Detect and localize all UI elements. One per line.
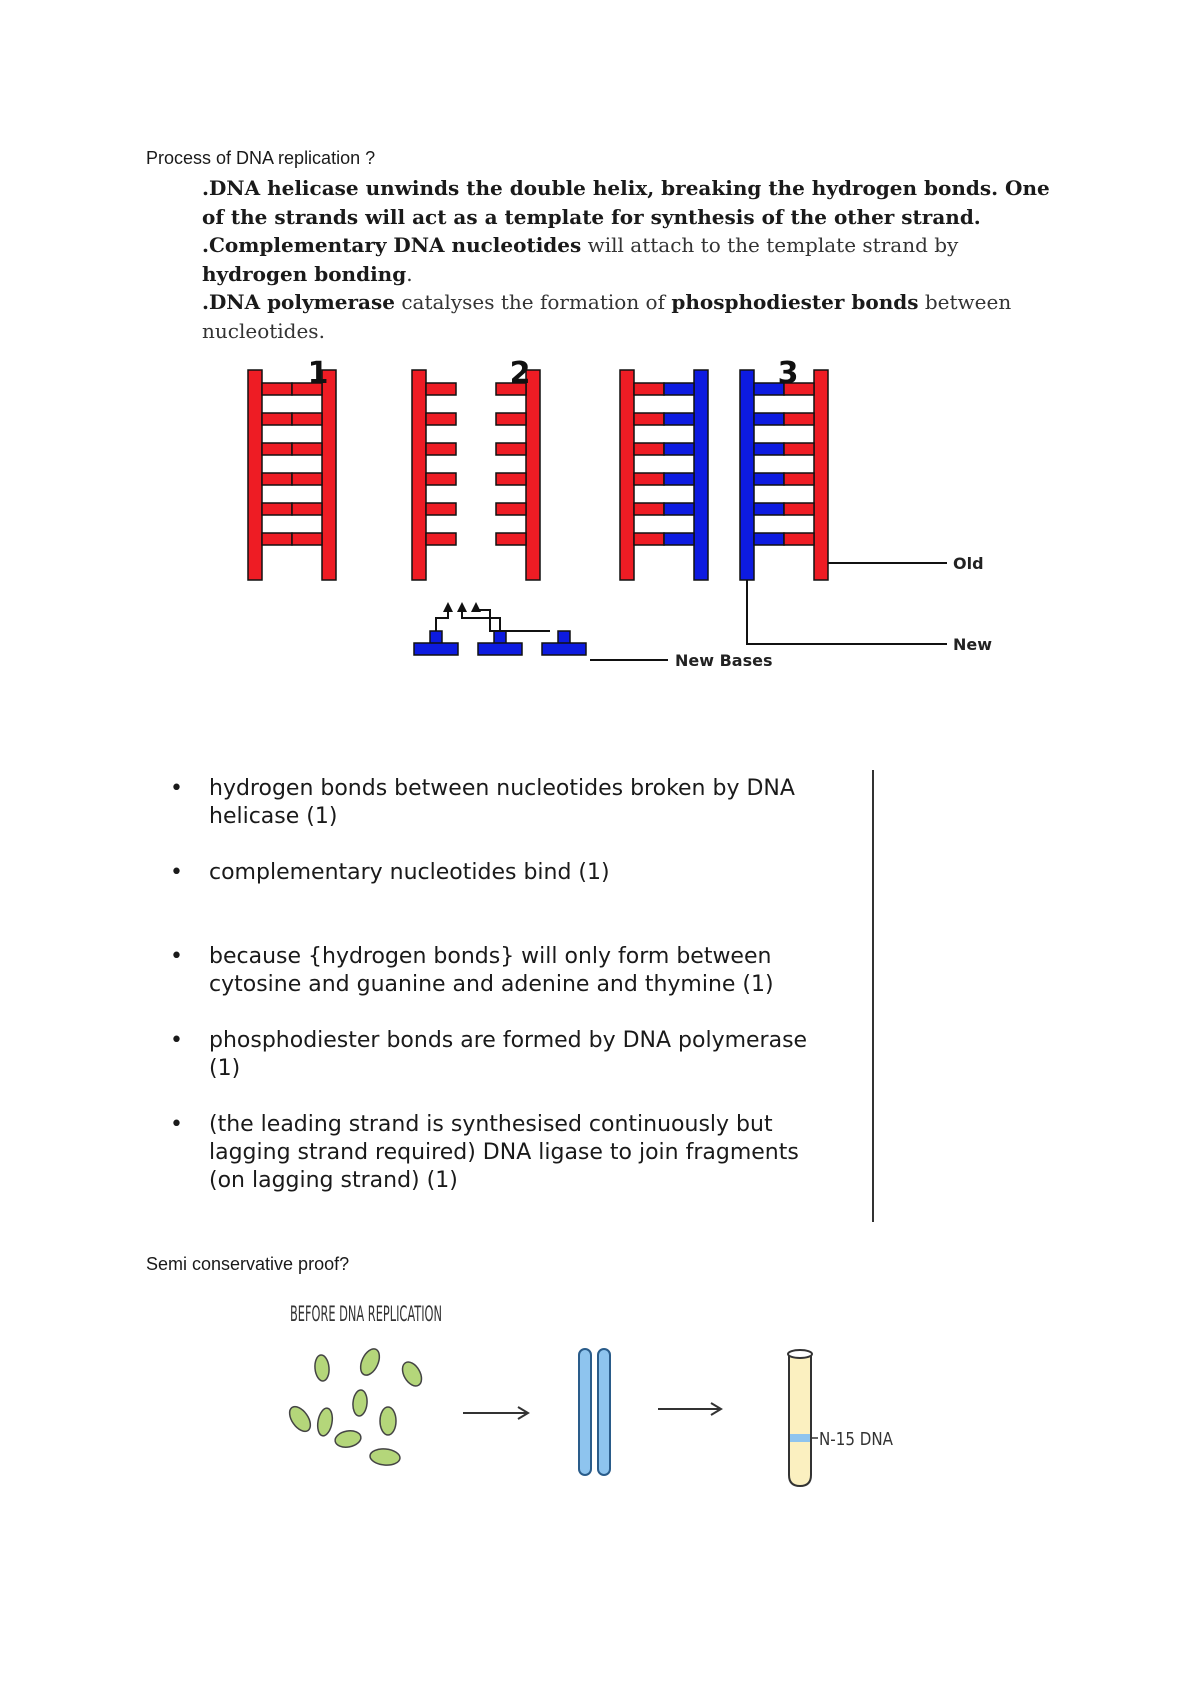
arrow-line — [462, 610, 500, 631]
new-base — [414, 643, 458, 655]
arrow-line — [476, 610, 550, 631]
arrow-icon — [463, 1407, 528, 1419]
base-rung — [634, 413, 664, 425]
bullet: • — [170, 860, 183, 885]
vertical-divider — [872, 770, 874, 1222]
note-paragraph-1 — [202, 174, 1062, 231]
arrow-head — [443, 602, 453, 612]
old-strand — [526, 370, 540, 580]
base-rung — [426, 443, 456, 455]
base-rung — [262, 443, 292, 455]
base-rung — [664, 503, 694, 515]
new-base — [542, 643, 586, 655]
bacterium-icon — [285, 1403, 314, 1435]
dna-double-strand — [579, 1349, 610, 1475]
base-rung — [426, 533, 456, 545]
tube-label: N-15 DNA — [819, 1429, 894, 1450]
base-rung — [664, 413, 694, 425]
leader-line-new — [747, 580, 947, 644]
base-rung — [754, 413, 784, 425]
bullet: • — [170, 776, 183, 801]
note-text: catalyses the formation of — [394, 290, 672, 314]
note-text: . — [406, 261, 413, 286]
mark-point-text: (the leading strand is synthesised continuously but lagging strand required) DNA ligase to join fragments (on lagging strand) (1) — [209, 1112, 799, 1193]
base-rung — [262, 533, 292, 545]
note-paragraph-2 — [202, 231, 1062, 288]
arrow-line — [436, 610, 448, 631]
base-rung — [634, 533, 664, 545]
bacterium-icon — [352, 1389, 368, 1416]
mark-point-text: phosphodiester bonds are formed by DNA polymerase (1) — [209, 1028, 808, 1081]
note-bold-text: .Complementary DNA nucleotides — [202, 233, 582, 257]
base-rung — [664, 533, 694, 545]
base-rung — [784, 443, 814, 455]
bacterium-icon — [380, 1407, 396, 1435]
arrow-head — [471, 602, 481, 612]
question-heading-2: Semi conservative proof? — [146, 1254, 350, 1274]
step-label-1: 1 — [307, 356, 329, 391]
base-rung — [754, 473, 784, 485]
base-rung — [292, 413, 322, 425]
base-rung — [784, 503, 814, 515]
question-heading-1: Process of DNA replication ? — [146, 148, 376, 168]
old-strand — [412, 370, 426, 580]
old-strand — [322, 370, 336, 580]
bacterium-icon — [334, 1429, 362, 1449]
label-new: New — [953, 635, 993, 654]
note-bold-text: hydrogen bonding — [202, 261, 407, 286]
replication-notes — [202, 174, 1062, 345]
base-rung — [426, 413, 456, 425]
bullet: • — [170, 1028, 183, 1053]
bacterium-icon — [314, 1354, 330, 1381]
step-label-2: 2 — [509, 356, 531, 391]
test-tube-icon — [788, 1350, 818, 1486]
base-rung — [426, 473, 456, 485]
new-strand — [694, 370, 708, 580]
bullet: • — [170, 1112, 183, 1137]
old-strand — [620, 370, 634, 580]
base-rung — [496, 533, 526, 545]
note-bold-text: .DNA polymerase — [202, 290, 395, 314]
base-rung — [754, 533, 784, 545]
base-rung — [664, 383, 694, 395]
bacterium-icon — [357, 1346, 383, 1378]
bacterium-icon — [369, 1448, 400, 1467]
base-rung — [754, 443, 784, 455]
base-rung — [292, 503, 322, 515]
base-rung — [292, 533, 322, 545]
old-strand — [814, 370, 828, 580]
note-bold-text: phosphodiester bonds — [671, 290, 919, 314]
arrow-icon — [658, 1403, 721, 1415]
base-rung — [496, 473, 526, 485]
base-rung — [664, 473, 694, 485]
semi-conservative-illustration — [270, 1290, 920, 1500]
old-strand — [248, 370, 262, 580]
base-rung — [426, 503, 456, 515]
base-rung — [496, 503, 526, 515]
note-text: will attach to the template strand by — [581, 233, 959, 257]
label-old: Old — [953, 554, 984, 573]
illustration-title: BEFORE DNA REPLICATION — [290, 1302, 442, 1326]
label-new-bases: New Bases — [675, 651, 773, 670]
base-rung — [754, 503, 784, 515]
base-rung — [292, 473, 322, 485]
base-rung — [784, 473, 814, 485]
bacterium-icon — [399, 1359, 426, 1390]
bacteria-cluster — [285, 1346, 425, 1466]
bullet: • — [170, 944, 183, 969]
note-text: between nucleotides. — [202, 290, 1012, 343]
new-strand — [740, 370, 754, 580]
note-bold-text: .DNA helicase unwinds the double helix, breaking the hydrogen bonds. One of the strands will act as a template for synthesis of the other strand. — [202, 176, 1050, 229]
note-paragraph-3 — [202, 288, 1062, 345]
mark-point-text: hydrogen bonds between nucleotides broken by DNA helicase (1) — [209, 776, 795, 829]
base-rung — [262, 383, 292, 395]
step-label-3: 3 — [777, 356, 799, 391]
base-rung — [262, 413, 292, 425]
base-rung — [634, 383, 664, 395]
new-base — [478, 643, 522, 655]
base-rung — [634, 503, 664, 515]
base-rung — [496, 443, 526, 455]
mark-point-text: because {hydrogen bonds} will only form between cytosine and guanine and adenine and thymine (1) — [209, 944, 774, 997]
bacterium-icon — [316, 1407, 335, 1437]
base-rung — [634, 473, 664, 485]
base-rung — [784, 413, 814, 425]
mark-point-text: complementary nucleotides bind (1) — [209, 860, 610, 885]
base-rung — [262, 503, 292, 515]
base-rung — [262, 473, 292, 485]
base-rung — [292, 443, 322, 455]
dna-replication-diagram — [190, 350, 1040, 690]
base-rung — [496, 413, 526, 425]
base-rung — [634, 443, 664, 455]
base-rung — [784, 533, 814, 545]
base-rung — [426, 383, 456, 395]
base-rung — [664, 443, 694, 455]
arrow-head — [457, 602, 467, 612]
